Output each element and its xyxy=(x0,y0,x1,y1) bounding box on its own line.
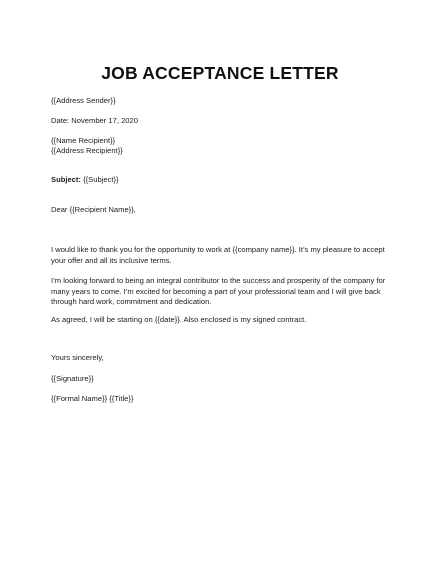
date-line: Date: November 17, 2020 xyxy=(51,116,138,125)
subject-line xyxy=(51,175,119,185)
salutation: Dear {{Recipient Name}}, xyxy=(51,205,136,214)
sender-address: {{Address Sender}} xyxy=(51,96,116,105)
recipient-name: {{Name Recipient}} xyxy=(51,136,116,145)
subject-value: {{Subject}} xyxy=(80,175,119,184)
recipient-address: {{Address Recipient}} xyxy=(51,146,123,155)
subject-label: Subject: xyxy=(51,175,81,184)
paragraph-start-date: As agreed, I will be starting on {{date}}. Also enclosed is my signed contract. xyxy=(51,315,307,324)
signature: {{Signature}} xyxy=(51,374,94,383)
paragraph-thanks: I would like to thank you for the opportunity to work at {{company name}}. It’s my pleasure to accept your offer and all its inclusive terms. xyxy=(51,245,385,265)
paragraph-contribution: I’m looking forward to being an integral contributor to the success and prosperity of the company for many years to come. I’m excited for becoming a part of your professional team and I will give back through hard work, commitment and dedication. xyxy=(51,276,386,306)
closing: Yours sincerely, xyxy=(51,353,104,362)
letter-title: JOB ACCEPTANCE LETTER xyxy=(101,63,339,83)
formal-name-title: {{Formal Name}} {{Title}} xyxy=(51,394,134,403)
